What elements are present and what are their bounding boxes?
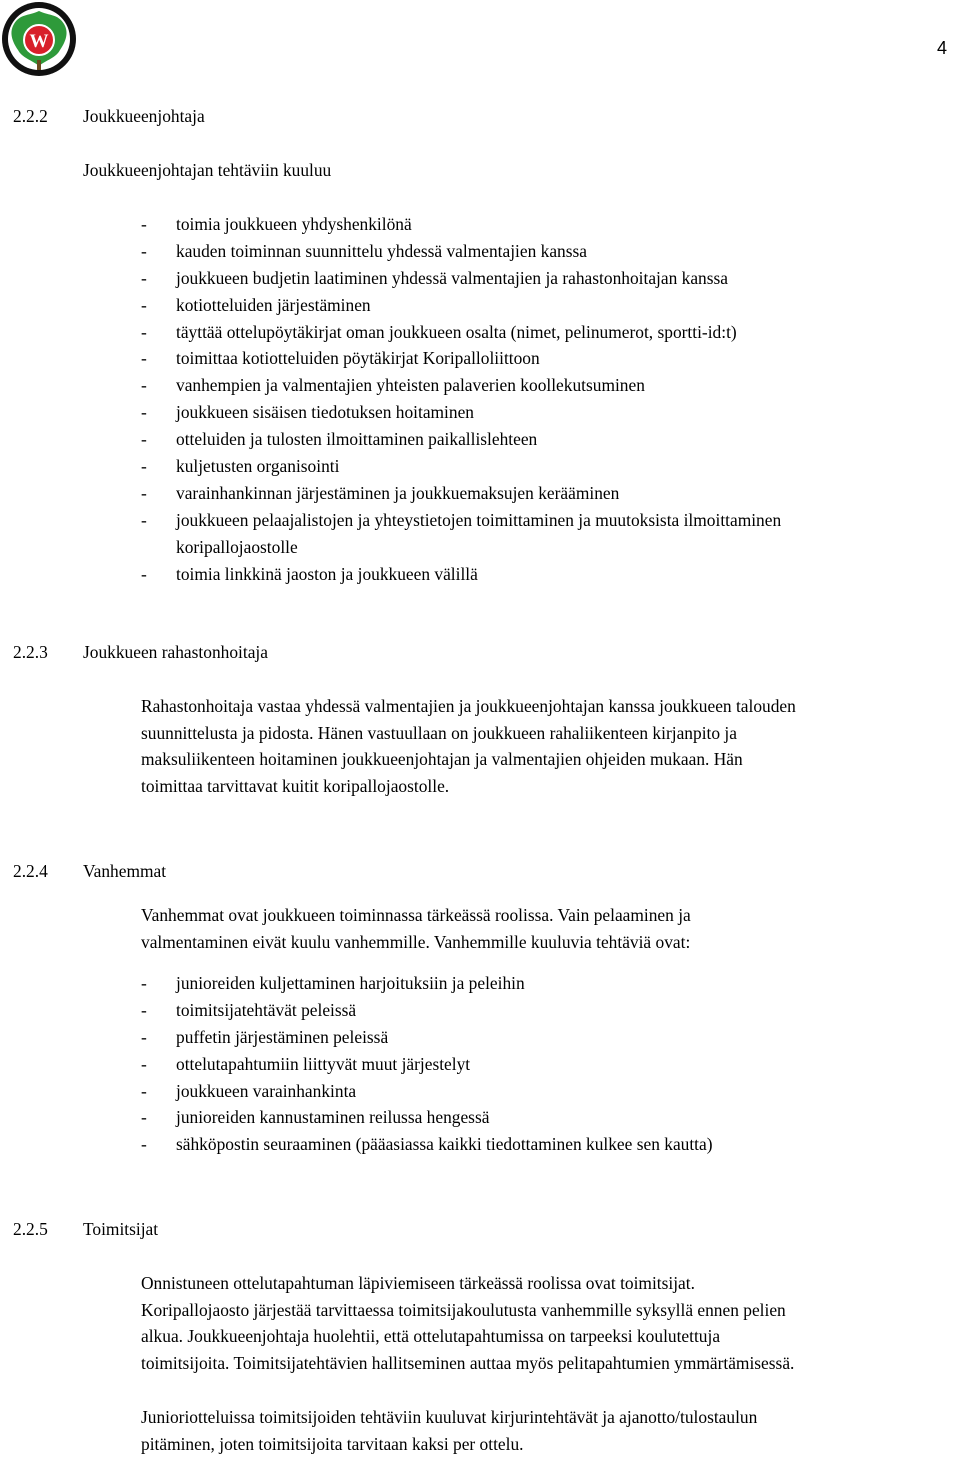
section-heading [13,642,268,663]
section-number: 2.2.5 [13,1219,48,1239]
list-item: - otteluiden ja tulosten ilmoittaminen paikallislehteen [141,426,781,453]
paragraph-line: maksuliikenteen hoitaminen joukkueenjohtajan ja valmentajien ohjeiden mukaan. Hän [141,749,743,770]
page-number: 4 [936,38,947,58]
paragraph [141,902,691,955]
section-intro: Joukkueenjohtajan tehtäviin kuuluu [83,160,332,180]
list-item-continuation [141,534,781,561]
paragraph-line: Vanhemmat ovat joukkueen toiminnassa tärkeässä roolissa. Vain pelaaminen ja [141,905,691,925]
paragraph-line: Rahastonhoitaja vastaa yhdessä valmentajien ja joukkueenjohtajan kanssa joukkueen talouden [141,696,796,716]
section-heading [13,106,205,127]
logo-letter: W [29,31,49,52]
list-item: - varainhankinnan järjestäminen ja joukkuemaksujen kerääminen [141,480,781,507]
list-item: - puffetin järjestäminen peleissä [141,1024,713,1051]
list-item: - sähköpostin seuraaminen (pääasiassa kaikki tiedottaminen kulkee sen kautta) [141,1131,713,1158]
list-item: - kauden toiminnan suunnittelu yhdessä valmentajien kanssa [141,238,781,265]
list-item: - täyttää ottelupöytäkirjat oman joukkueen osalta (nimet, pelinumerot, sportti-id:t) [141,319,781,346]
paragraph-line: toimitsijoita. Toimitsijatehtävien hallitseminen auttaa myös pelitapahtumien ymmärtämisessä. [141,1353,795,1374]
section-number: 2.2.3 [13,642,48,662]
paragraph-line: Junioriotteluissa toimitsijoiden tehtäviin kuuluvat kirjurintehtävät ja ajanotto/tulostaulun [141,1407,758,1427]
paragraph-line: toimittaa tarvittavat kuitit koripallojaostolle. [141,776,450,797]
list-item: - joukkueen budjetin laatiminen yhdessä valmentajien ja rahastonhoitajan kanssa [141,265,781,292]
paragraph-line: pitäminen, joten toimitsijoita tarvitaan kaksi per ottelu. [141,1433,524,1454]
paragraph-line: Koripallojaosto järjestää tarvittaessa toimitsijakoulutusta vanhemmille syksyllä ennen pelien [141,1299,786,1320]
list-item: - joukkueen sisäisen tiedotuksen hoitaminen [141,399,781,426]
list-item: - ottelutapahtumiin liittyvät muut järjestelyt [141,1051,713,1078]
list-item: - junioreiden kannustaminen reilussa hengessä [141,1104,713,1131]
list-item: - toimia joukkueen yhdyshenkilönä [141,211,781,238]
section-number: 2.2.4 [13,861,48,881]
section-title: Joukkueen rahastonhoitaja [83,642,268,662]
list-item: - vanhempien ja valmentajien yhteisten palaverien koollekutsuminen [141,372,781,399]
section-title: Vanhemmat [83,861,167,881]
paragraph-line: Onnistuneen ottelutapahtuman läpiviemiseen tärkeässä roolissa ovat toimitsijat. [141,1273,695,1293]
continuation-text: koripallojaostolle [176,536,298,557]
list-item: - joukkueen varainhankinta [141,1078,713,1105]
list-item: - kotiotteluiden järjestäminen [141,292,781,319]
paragraph [141,693,796,800]
section-heading [13,861,166,882]
duty-list [141,211,781,587]
list-item: - toimittaa kotiotteluiden pöytäkirjat Koripalloliittoon [141,345,781,372]
list-item: - junioreiden kuljettaminen harjoituksiin ja peleihin [141,970,713,997]
list-item: - kuljetusten organisointi [141,453,781,480]
paragraph [141,1404,757,1457]
list-item: - toimitsijatehtävät peleissä [141,997,713,1024]
paragraph [141,1270,794,1377]
section-number: 2.2.2 [13,106,48,126]
club-logo-icon [0,0,78,78]
paragraph-line: valmentaminen eivät kuulu vanhemmille. Vanhemmille kuuluvia tehtäviä ovat: [141,931,691,952]
list-item: - toimia linkkinä jaoston ja joukkueen välillä [141,561,781,588]
list-item: - joukkueen pelaajalistojen ja yhteystietojen toimittaminen ja muutoksista ilmoittaminen [141,507,781,534]
paragraph-line: suunnittelusta ja pidosta. Hänen vastuullaan on joukkueen rahaliikenteen kirjanpito ja [141,722,737,743]
paragraph-line: alkua. Joukkueenjohtaja huolehtii, että ottelutapahtumissa on tarpeeksi koulutettuja [141,1326,721,1347]
section-title: Joukkueenjohtaja [83,106,205,126]
section-title: Toimitsijat [83,1219,159,1239]
duty-list [141,970,713,1158]
section-heading [13,1219,158,1240]
